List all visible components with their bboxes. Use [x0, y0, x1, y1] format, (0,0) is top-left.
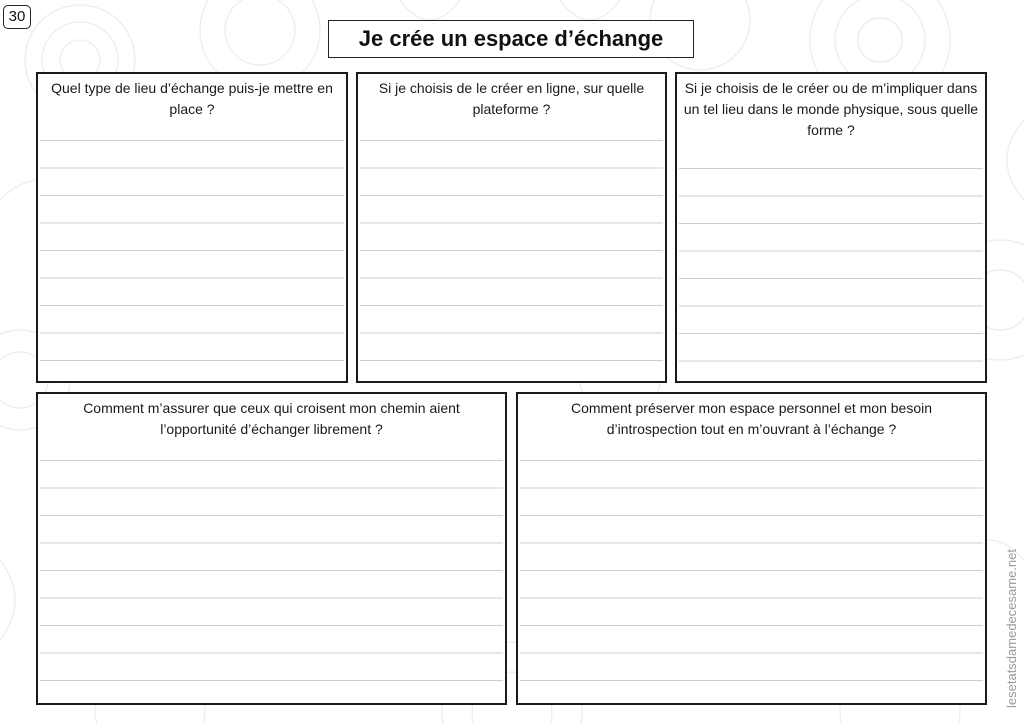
question-text: Comment m’assurer que ceux qui croisent mon chemin aient l’opportunité d’échanger librement ? [83, 400, 460, 437]
question-box-personal-space[interactable] [516, 392, 987, 705]
page-number-badge: 30 [3, 5, 31, 29]
writing-lines[interactable] [679, 168, 983, 381]
website-watermark: lesetatsdamedecesame.net [1004, 549, 1019, 708]
question-text: Si je choisis de le créer en ligne, sur quelle plateforme ? [378, 80, 645, 117]
question-text: Si je choisis de le créer ou de m’impliquer dans un tel lieu dans le monde physique, sous quelle forme ? [683, 80, 979, 138]
writing-lines[interactable] [40, 460, 503, 703]
writing-lines[interactable] [360, 140, 663, 381]
writing-lines[interactable] [520, 460, 983, 703]
writing-lines[interactable] [40, 140, 344, 381]
page-title: Je crée un espace d’échange [328, 20, 694, 58]
question-box-free-exchange[interactable] [36, 392, 507, 705]
question-text: Comment préserver mon espace personnel et mon besoin d’introspection tout en m’ouvrant à l’échange ? [570, 400, 933, 437]
question-box-place-type[interactable] [36, 72, 348, 383]
question-text: Quel type de lieu d’échange puis-je mettre en place ? [51, 80, 333, 117]
question-box-physical-form[interactable] [675, 72, 987, 383]
question-box-online-platform[interactable] [356, 72, 667, 383]
